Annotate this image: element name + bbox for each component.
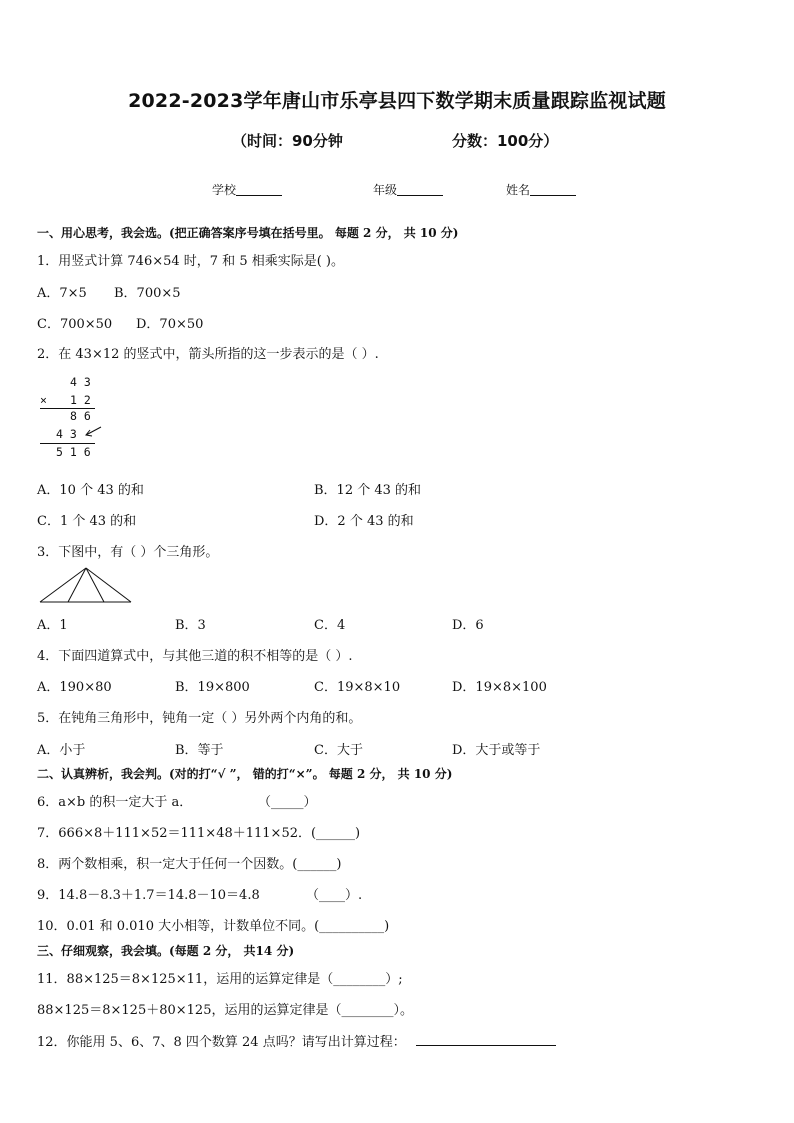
name-label: 姓名 xyxy=(506,183,531,197)
q5-stem: 5．在钝角三角形中，钝角一定（ ）另外两个内角的和。 xyxy=(37,711,362,726)
triangle-figure xyxy=(38,566,134,606)
q1-option-d[interactable]: D．70×50 xyxy=(136,317,204,332)
grade-field[interactable] xyxy=(373,181,443,198)
q4-option-c[interactable]: C．19×8×10 xyxy=(314,680,401,695)
q7-stem[interactable]: 7．666×8＋111×52＝111×48＋111×52．(______) xyxy=(37,826,361,841)
q1-stem: 1．用竖式计算 746×54 时，7 和 5 相乘实际是( )。 xyxy=(37,254,344,269)
q11-line-1[interactable]: 11．88×125＝8×125×11，运用的运算定律是（________）; xyxy=(37,972,403,987)
school-label: 学校 xyxy=(212,183,237,197)
q4-option-d[interactable]: D．19×8×100 xyxy=(452,680,547,695)
q3-option-c[interactable]: C．4 xyxy=(314,618,346,633)
vm-row-multiplier: 1 2 xyxy=(70,393,91,407)
q1-option-c[interactable]: C．700×50 xyxy=(37,317,113,332)
q5-option-a[interactable]: A．小于 xyxy=(37,743,86,758)
name-blank[interactable] xyxy=(530,183,576,196)
q12-stem: 12．你能用 5、6、7、8 四个数算 24 点吗？请写出计算过程： xyxy=(37,1035,406,1050)
q3-option-d[interactable]: D．6 xyxy=(452,618,484,633)
vm-row-multiplicand: 4 3 xyxy=(70,375,91,389)
q3-stem: 3．下图中，有（ ）个三角形。 xyxy=(37,545,219,560)
q5-option-d[interactable]: D．大于或等于 xyxy=(452,743,541,758)
q3-option-b[interactable]: B．3 xyxy=(175,618,206,633)
page-title: 2022-2023学年唐山市乐亭县四下数学期末质量跟踪监视试题 xyxy=(128,90,666,112)
vm-row-partial-1: 8 6 xyxy=(70,409,91,423)
vm-times-sign: × xyxy=(40,393,47,407)
exam-score: 分数：100分） xyxy=(452,132,559,150)
q9-stem: 9．14.8－8.3＋1.7＝14.8－10＝4.8 xyxy=(37,888,260,903)
q8-stem[interactable]: 8．两个数相乘，积一定大于任何一个因数。(______) xyxy=(37,857,342,872)
q9-answer-blank[interactable]: （____）. xyxy=(306,888,363,903)
school-field[interactable] xyxy=(212,181,282,198)
q6-stem: 6．a×b 的积一定大于 a． xyxy=(37,795,193,810)
exam-time: （时间：90分钟 xyxy=(232,132,343,150)
q4-stem: 4．下面四道算式中，与其他三道的积不相等的是（ ）. xyxy=(37,649,353,664)
name-field[interactable] xyxy=(506,181,576,198)
q12-answer-line[interactable] xyxy=(416,1045,556,1046)
q10-stem[interactable]: 10．0.01 和 0.010 大小相等，计数单位不同。(__________) xyxy=(37,919,390,934)
q4-option-a[interactable]: A．190×80 xyxy=(37,680,112,695)
grade-blank[interactable] xyxy=(397,183,443,196)
vm-rule-2 xyxy=(40,443,95,444)
section2-heading: 二、认真辨析，我会判。(对的打“√ ”， 错的打“×”。 每题 2 分， 共 10 分) xyxy=(37,767,453,781)
q11-line-2[interactable]: 88×125＝8×125＋80×125，运用的运算定律是（________）。 xyxy=(37,1003,413,1018)
section3-heading: 三、仔细观察，我会填。(每题 2 分， 共14 分) xyxy=(37,944,295,958)
q2-option-a[interactable]: A．10 个 43 的和 xyxy=(37,483,144,498)
q6-answer-blank[interactable]: （_____） xyxy=(258,795,317,810)
section1-heading: 一、用心思考，我会选。(把正确答案序号填在括号里。 每题 2 分， 共 10 分) xyxy=(37,226,459,240)
q5-option-b[interactable]: B．等于 xyxy=(175,743,224,758)
q2-stem: 2．在 43×12 的竖式中，箭头所指的这一步表示的是（ ）. xyxy=(37,347,379,362)
q1-option-b[interactable]: B．700×5 xyxy=(114,286,181,301)
school-blank[interactable] xyxy=(236,183,282,196)
grade-label: 年级 xyxy=(373,183,398,197)
vm-row-partial-2: 4 3 xyxy=(56,427,77,441)
q1-option-a[interactable]: A．7×5 xyxy=(37,286,87,301)
q3-option-a[interactable]: A．1 xyxy=(37,618,68,633)
q2-option-c[interactable]: C．1 个 43 的和 xyxy=(37,514,137,529)
q2-option-b[interactable]: B．12 个 43 的和 xyxy=(314,483,422,498)
q5-option-c[interactable]: C．大于 xyxy=(314,743,363,758)
vm-row-product: 5 1 6 xyxy=(56,445,91,459)
arrow-icon xyxy=(82,424,104,440)
q2-option-d[interactable]: D．2 个 43 的和 xyxy=(314,514,414,529)
q4-option-b[interactable]: B．19×800 xyxy=(175,680,250,695)
